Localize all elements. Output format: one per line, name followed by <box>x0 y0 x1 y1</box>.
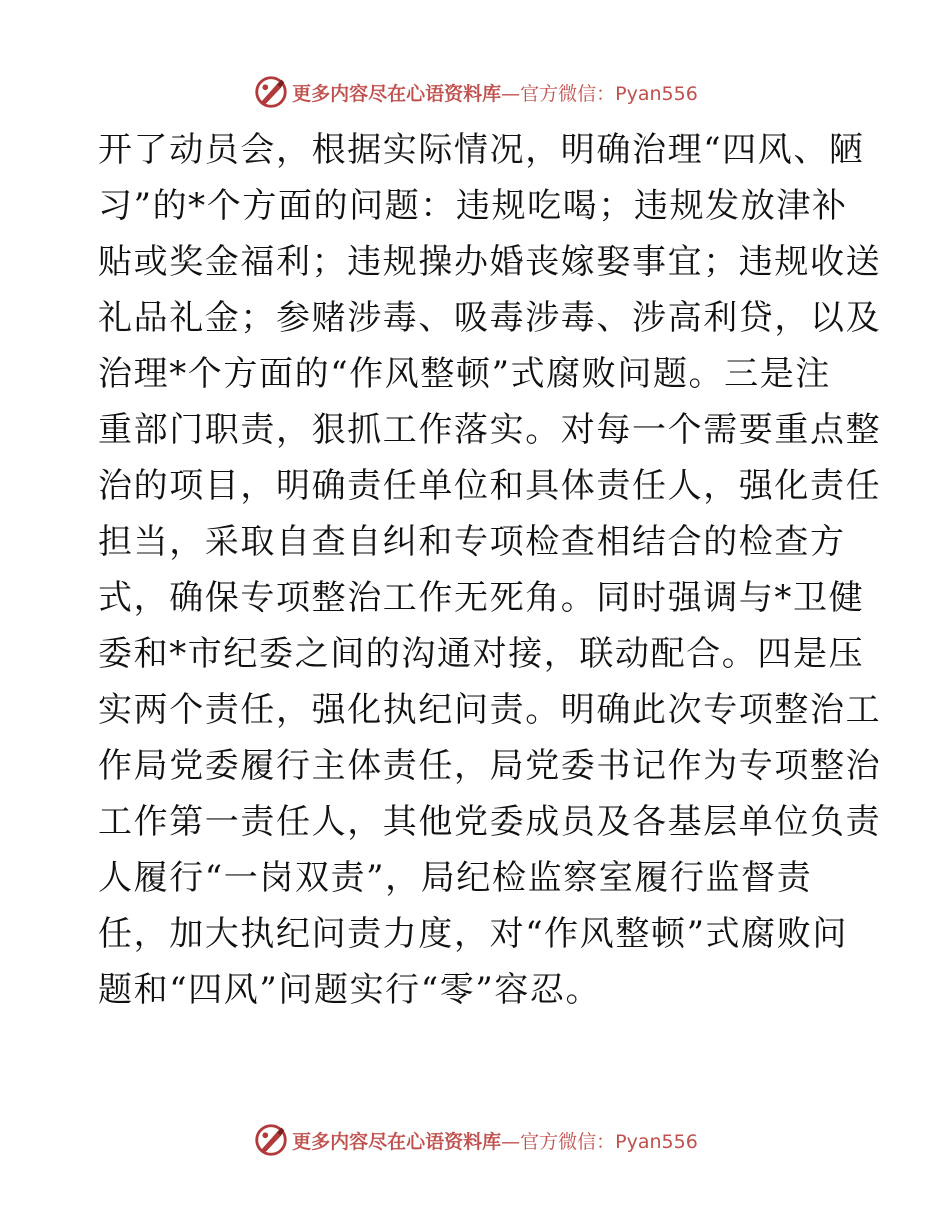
body-line: 式，确保专项整治工作无死角。同时强调与*卫健 <box>98 578 865 618</box>
footer-banner <box>0 1120 950 1160</box>
header-text-suffix: —官方微信：Pyan556 <box>501 82 698 105</box>
footer-text <box>292 1127 698 1154</box>
body-line: 治理*个方面的“作风整顿”式腐败问题。三是注 <box>98 354 831 394</box>
body-line: 作局党委履行主体责任，局党委书记作为专项整治 <box>98 746 882 786</box>
body-line: 委和*市纪委之间的沟通对接，联动配合。四是压 <box>98 634 865 674</box>
body-line: 题和“四风”问题实行“零”容忍。 <box>98 970 602 1010</box>
body-line: 开了动员会，根据实际情况，明确治理“四风、陋 <box>98 130 865 170</box>
body-line: 贴或奖金福利；违规操办婚丧嫁娶事宜；违规收送 <box>98 242 882 282</box>
body-line: 任，加大执纪问责力度，对“作风整顿”式腐败问 <box>98 914 848 954</box>
brand-logo-icon <box>252 73 290 111</box>
document-body <box>98 122 882 1018</box>
body-line: 重部门职责，狠抓工作落实。对每一个需要重点整 <box>98 410 882 450</box>
body-line: 治的项目，明确责任单位和具体责任人，强化责任 <box>98 466 882 506</box>
header-banner <box>0 72 950 112</box>
body-line: 实两个责任，强化执纪问责。明确此次专项整治工 <box>98 690 882 730</box>
body-line: 礼品礼金；参赌涉毒、吸毒涉毒、涉高利贷，以及 <box>98 298 882 338</box>
body-line: 担当，采取自查自纠和专项检查相结合的检查方 <box>98 522 846 562</box>
header-text <box>292 79 698 106</box>
footer-text-prefix: 更多内容尽在心语资料库 <box>292 1130 502 1153</box>
body-line: 习”的*个方面的问题：违规吃喝；违规发放津补 <box>98 186 848 226</box>
header-text-prefix: 更多内容尽在心语资料库 <box>292 82 502 105</box>
brand-logo-icon <box>252 1121 290 1159</box>
body-line: 工作第一责任人，其他党委成员及各基层单位负责 <box>98 802 882 842</box>
footer-text-suffix: —官方微信：Pyan556 <box>501 1130 698 1153</box>
body-line: 人履行“一岗双责”，局纪检监察室履行监督责 <box>98 858 813 898</box>
